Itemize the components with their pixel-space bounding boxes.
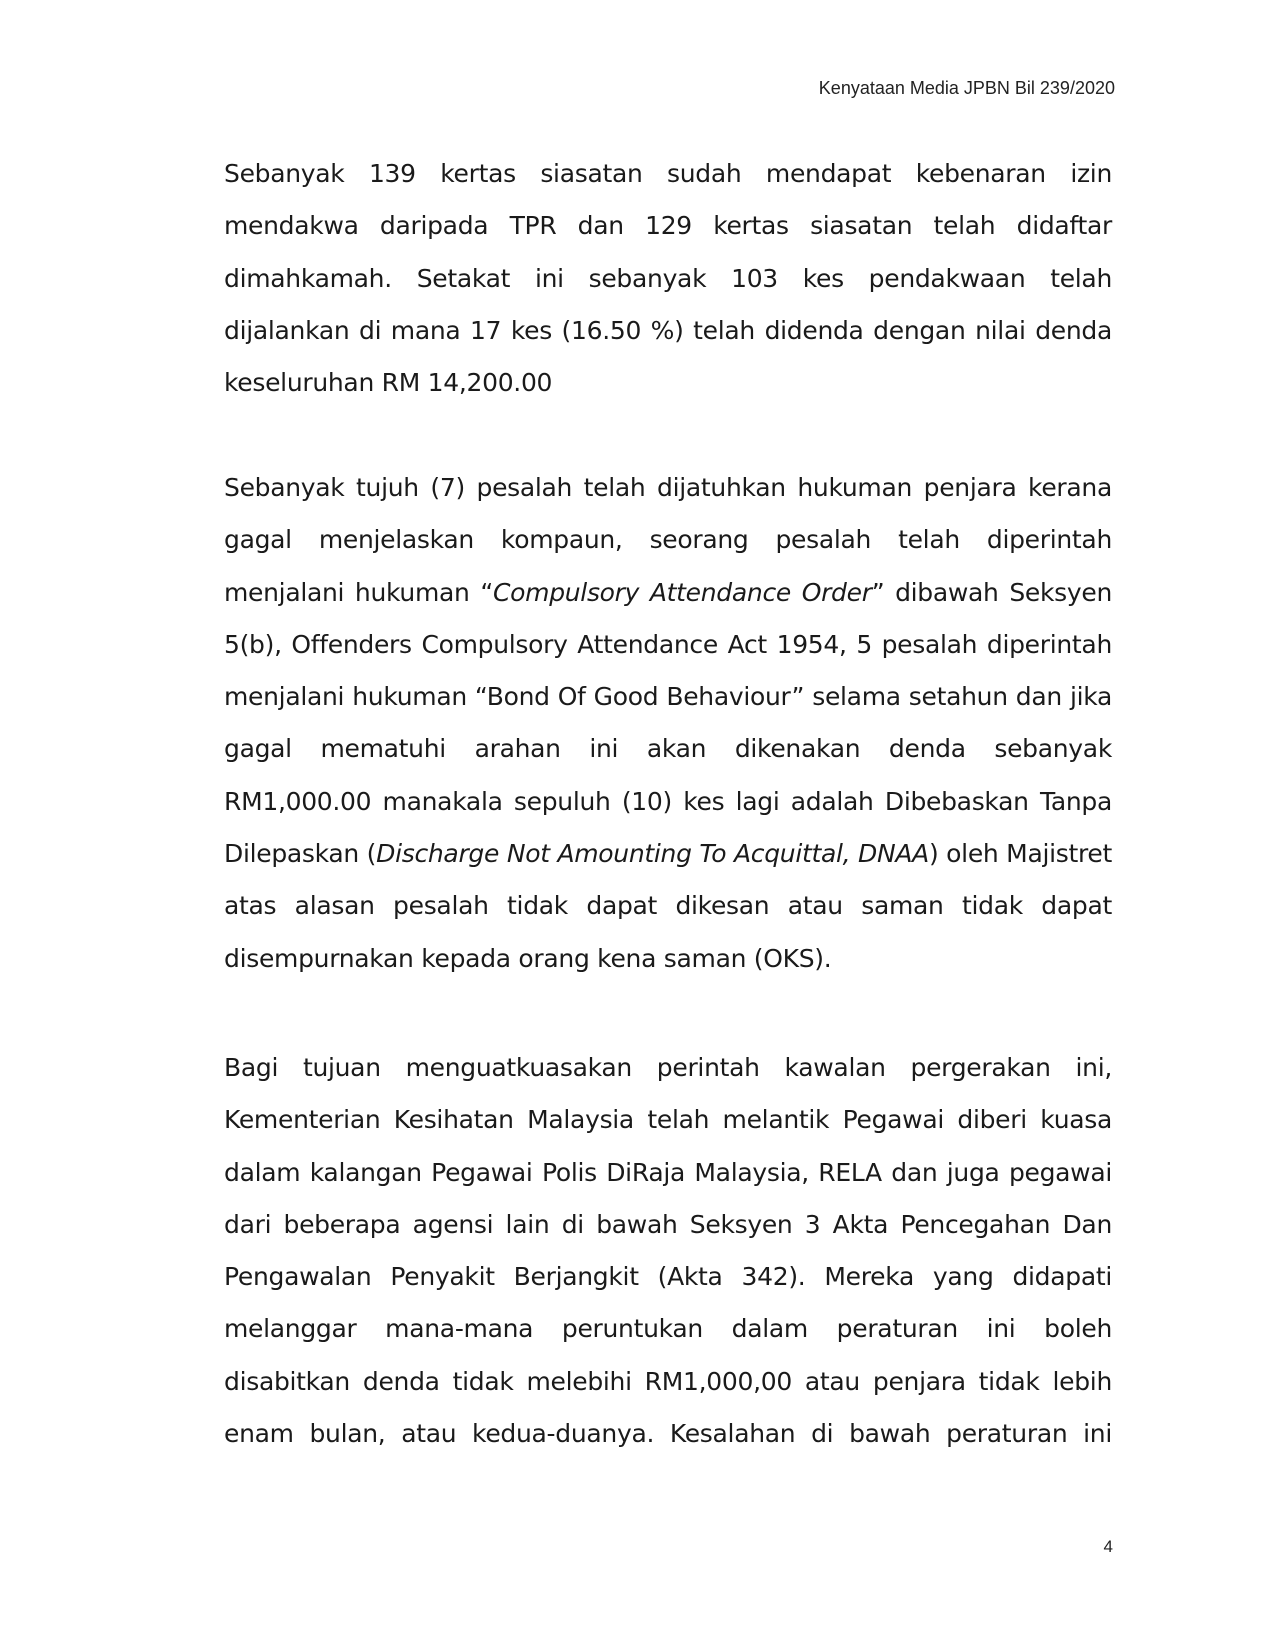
- paragraph-prosecution-stats: Sebanyak 139 kertas siasatan sudah mendapat kebenaran izin mendakwa daripada TPR dan 129 kertas siasatan telah didaftar dimahkamah. Setakat ini sebanyak 103 kes pendakwaan telah dijalankan di mana 17 kes (16.50 %) telah didenda dengan nilai denda keseluruhan RM 14,200.00: [224, 159, 1112, 398]
- paragraph-sentences: [224, 462, 1112, 985]
- paragraph-sentences-text-1: Sebanyak tujuh (7) pesalah telah dijatuhkan hukuman penjara kerana gagal menjelaskan kompaun, seorang pesalah telah diperintah menjalani hukuman “: [224, 473, 1112, 607]
- paragraph-sentences-text-3: ) oleh Majistret atas alasan pesalah tidak dapat dikesan atau saman tidak dapat disempurnakan kepada orang kena saman (OKS).: [224, 839, 1112, 973]
- paragraph-enforcement: Bagi tujuan menguatkuasakan perintah kawalan pergerakan ini, Kementerian Kesihatan Malaysia telah melantik Pegawai diberi kuasa dalam kalangan Pegawai Polis DiRaja Malaysia, RELA dan juga pegawai dari beberapa agensi lain di bawah Seksyen 3 Akta Pencegahan Dan Pengawalan Penyakit Berjangkit (Akta 342). Mereka yang didapati melanggar mana-mana peruntukan dalam peraturan ini boleh disabitkan denda tidak melebihi RM1,000,00 atau penjara tidak lebih enam bulan, atau kedua-duanya. Kesalahan di bawah peraturan ini: [224, 1053, 1112, 1449]
- page-number: 4: [1103, 1537, 1113, 1556]
- italic-compulsory-attendance-order: Compulsory Attendance Order: [492, 577, 872, 607]
- italic-dnaa: Discharge Not Amounting To Acquittal, DNAA: [376, 839, 929, 869]
- document-header: Kenyataan Media JPBN Bil 239/2020: [818, 78, 1115, 98]
- paragraph-sentences-text-2: ” dibawah Seksyen 5(b), Offenders Compulsory Attendance Act 1954, 5 pesalah diperintah menjalani hukuman “Bond Of Good Behaviour” selama setahun dan jika gagal mematuhi arahan ini akan dikenakan denda sebanyak RM1,000.00 manakala sepuluh (10) kes lagi adalah Dibebaskan Tanpa Dilepaskan (: [224, 577, 1112, 869]
